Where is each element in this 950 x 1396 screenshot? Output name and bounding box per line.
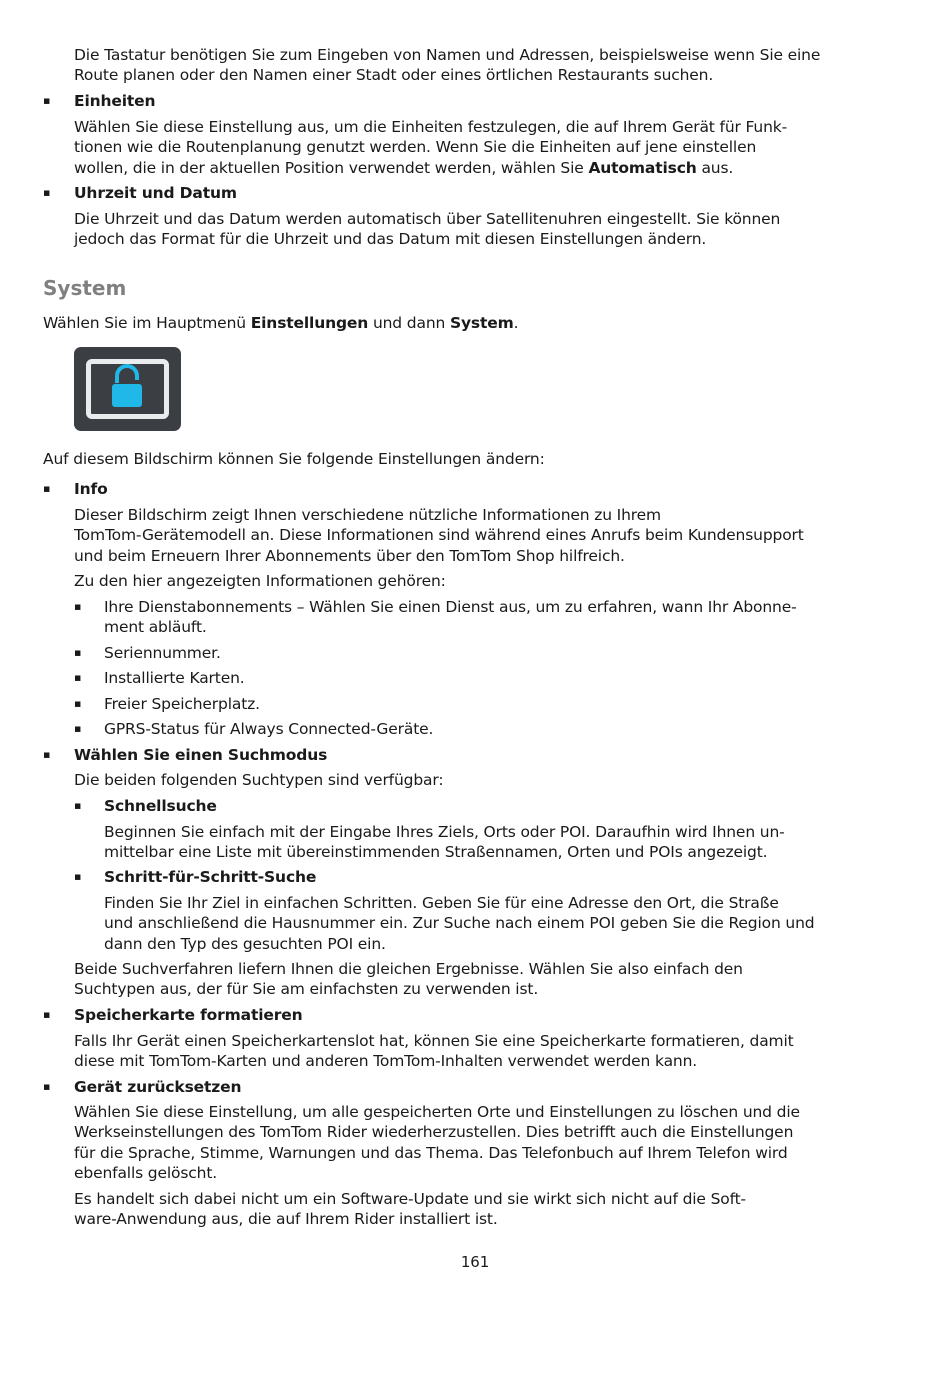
system-nav-instruction [43,313,518,333]
list-item: Installierte Karten. [104,669,245,687]
list-item [104,597,797,638]
schnellsuche-title: Schnellsuche [104,797,217,815]
suchmodus-intro: Die beiden folgenden Suchtypen sind verfügbar: [74,771,444,789]
system-intro: Auf diesem Bildschirm können Sie folgende Einstellungen ändern: [43,450,545,468]
speicher-paragraph [74,1031,794,1072]
text-line: Ihre Dienstabonnements – Wählen Sie einen Dienst aus, um zu erfahren, wann Ihr Abonne- [104,598,797,616]
bullet-marker: ▪ [43,1080,51,1093]
text-line: Wählen Sie diese Einstellung, um alle gespeicherten Orte und Einstellungen zu löschen und die [74,1103,800,1121]
bullet-marker: ▪ [43,748,51,761]
text-line: und beim Erneuern Ihrer Abonnements über den TomTom Shop hilfreich. [74,546,625,565]
text-line: Beginnen Sie einfach mit der Eingabe Ihres Ziels, Orts oder POI. Daraufhin wird Ihnen un- [104,823,785,841]
reset-paragraph [74,1102,800,1183]
section-heading: System [43,276,127,300]
schritt-suche-paragraph [104,893,814,954]
bullet-marker: ▪ [74,870,82,883]
text-line: Beide Suchverfahren liefern Ihnen die gleichen Ergebnisse. Wählen Sie also einfach den [74,960,743,978]
uhrzeit-paragraph [74,209,780,250]
text-line: jedoch das Format für die Uhrzeit und das Datum mit diesen Einstellungen ändern. [74,230,707,249]
bullet-marker: ▪ [43,186,51,199]
list-item: GPRS-Status für Always Connected-Geräte. [104,720,434,738]
text-line: Suchtypen aus, der für Sie am einfachsten zu verwenden ist. [74,980,539,999]
text-span: aus. [696,158,734,177]
bullet-marker: ▪ [74,697,82,710]
einheiten-paragraph [74,117,787,178]
text-line: mittelbar eine Liste mit übereinstimmenden Straßennamen, Orten und POIs angezeigt. [104,843,768,862]
schritt-suche-title: Schritt-für-Schritt-Suche [104,868,317,886]
text-line [74,158,787,178]
list-item: Seriennummer. [104,644,221,662]
text-line: ment abläuft. [104,618,207,637]
text-line: dann den Typ des gesuchten POI ein. [104,934,386,953]
bullet-marker: ▪ [74,722,82,735]
text-line: Falls Ihr Gerät einen Speicherkartenslot hat, können Sie eine Speicherkarte formatieren, damit [74,1032,794,1050]
reset-title: Gerät zurücksetzen [74,1078,242,1096]
text-line: und anschließend die Hausnummer ein. Zur Suche nach einem POI geben Sie die Region und [104,914,815,933]
bullet-marker: ▪ [74,600,82,613]
list-item: Freier Speicherplatz. [104,695,260,713]
system-settings-icon [74,347,181,431]
bold-term: Automatisch [588,158,697,177]
bullet-marker: ▪ [43,482,51,495]
text-line: Werkseinstellungen des TomTom Rider wiederherzustellen. Dies betrifft auch die Einstellungen [74,1123,794,1142]
schnellsuche-paragraph [104,822,785,863]
info-paragraph [74,505,804,566]
page-number: 161 [460,1253,490,1271]
bold-term: System [449,314,514,332]
text-line: tionen wie die Routenplanung genutzt werden. Wenn Sie die Einheiten auf jene einstellen [74,138,757,157]
text-span: wollen, die in der aktuellen Position verwendet werden, wählen Sie [74,158,589,177]
text-line: ebenfalls gelöscht. [74,1163,218,1182]
text-line: Route planen oder den Namen einer Stadt oder eines örtlichen Restaurants suchen. [74,66,714,85]
bullet-marker: ▪ [74,646,82,659]
text-line: Dieser Bildschirm zeigt Ihnen verschiedene nützliche Informationen zu Ihrem [74,506,661,524]
text-line: Die Uhrzeit und das Datum werden automatisch über Satellitenuhren eingestellt. Sie können [74,210,781,228]
text-line: für die Sprache, Stimme, Warnungen und das Thema. Das Telefonbuch auf Ihrem Telefon wird [74,1143,788,1162]
bold-term: Einstellungen [250,314,369,332]
reset-paragraph-2 [74,1189,746,1230]
info-title: Info [74,480,108,498]
text-line: Finden Sie Ihr Ziel in einfachen Schritten. Geben Sie für eine Adresse den Ort, die Straße [104,894,779,912]
bullet-marker: ▪ [74,671,82,684]
bullet-marker: ▪ [43,1008,51,1021]
suchmodus-title: Wählen Sie einen Suchmodus [74,746,328,764]
text-span: Wählen Sie im Hauptmenü [43,314,251,332]
bullet-marker: ▪ [43,94,51,107]
text-span: und dann [368,314,450,332]
text-line: Die Tastatur benötigen Sie zum Eingeben von Namen und Adressen, beispielsweise wenn Sie eine [74,46,821,64]
einheiten-title: Einheiten [74,92,156,110]
lock-icon [74,347,181,431]
info-list-intro: Zu den hier angezeigten Informationen gehören: [74,572,446,590]
text-line: Es handelt sich dabei nicht um ein Software-Update und sie wirkt sich nicht auf die Soft- [74,1190,747,1208]
intro-paragraph [74,45,820,86]
speicher-title: Speicherkarte formatieren [74,1006,303,1024]
suchmodus-outro [74,959,743,1000]
bullet-marker: ▪ [74,799,82,812]
text-line [43,313,518,333]
text-line: Wählen Sie diese Einstellung aus, um die Einheiten festzulegen, die auf Ihrem Gerät für Funk- [74,118,788,136]
text-line: diese mit TomTom-Karten und anderen TomTom-Inhalten verwendet werden kann. [74,1052,698,1071]
uhrzeit-title: Uhrzeit und Datum [74,184,237,202]
text-line: ware-Anwendung aus, die auf Ihrem Rider installiert ist. [74,1210,498,1229]
text-span: . [513,314,519,332]
text-line: TomTom-Gerätemodell an. Diese Informationen sind während eines Anrufs beim Kundensupport [74,526,804,545]
